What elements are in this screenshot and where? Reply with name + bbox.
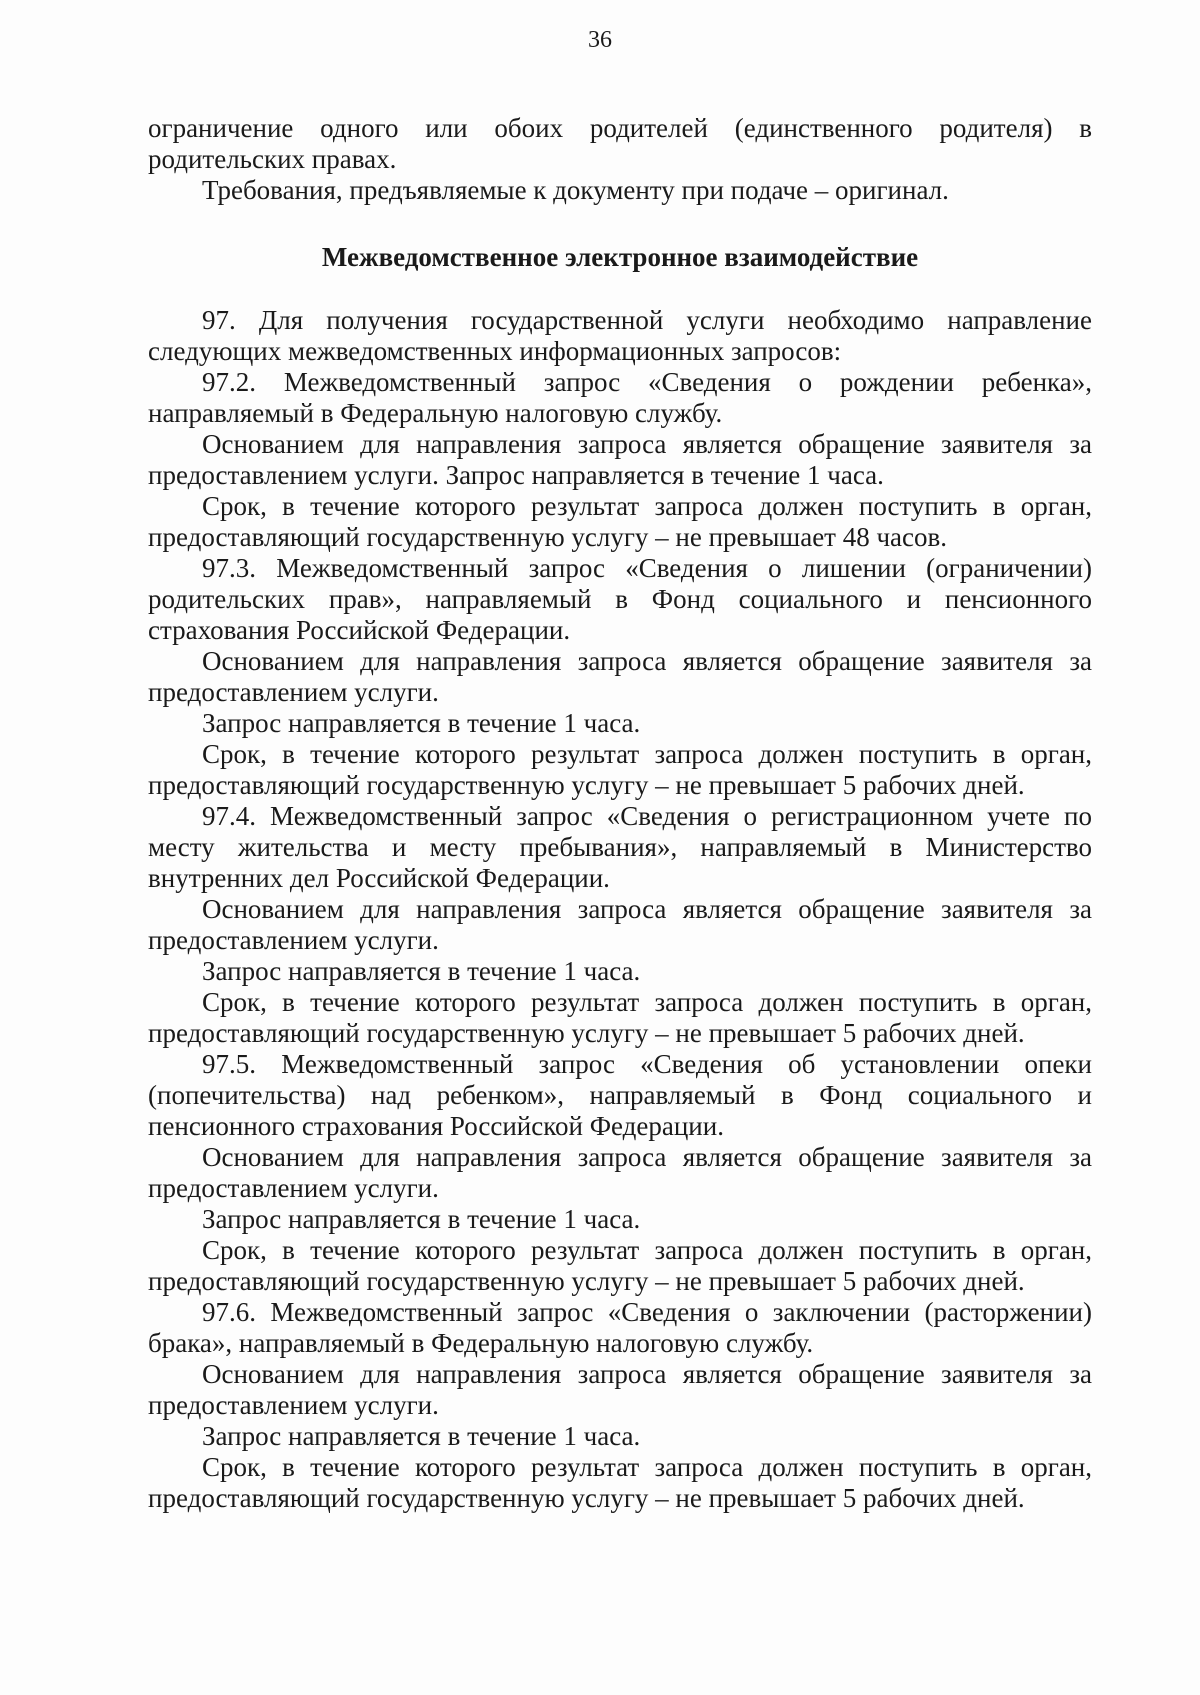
paragraph-97-2-basis: Основанием для направления запроса является обращение заявителя за предоставлением услуги. Запрос направляется в течение 1 часа. bbox=[148, 429, 1092, 490]
paragraph-97-4-basis: Основанием для направления запроса является обращение заявителя за предоставлением услуги. bbox=[148, 894, 1092, 955]
paragraph-97-2: 97.2. Межведомственный запрос «Сведения о рождении ребенка», направляемый в Федеральную налоговую службу. bbox=[148, 367, 1092, 428]
intro-continuation-paragraph: ограничение одного или обоих родителей (единственного родителя) в родительских правах. bbox=[148, 113, 1092, 174]
paragraph-97-5-deadline: Срок, в течение которого результат запроса должен поступить в орган, предоставляющий государственную услугу – не превышает 5 рабочих дней. bbox=[148, 1235, 1092, 1296]
paragraph-97-3-basis: Основанием для направления запроса является обращение заявителя за предоставлением услуги. bbox=[148, 646, 1092, 707]
paragraph-97-2-deadline: Срок, в течение которого результат запроса должен поступить в орган, предоставляющий государственную услугу – не превышает 48 часов. bbox=[148, 491, 1092, 552]
paragraph-97-3-deadline: Срок, в течение которого результат запроса должен поступить в орган, предоставляющий государственную услугу – не превышает 5 рабочих дней. bbox=[148, 739, 1092, 800]
section-heading: Межведомственное электронное взаимодействие bbox=[321, 242, 919, 272]
paragraph-97-5: 97.5. Межведомственный запрос «Сведения об установлении опеки (попечительства) над ребенком», направляемый в Фонд социального и пенсионного страхования Российской Федерации. bbox=[148, 1049, 1092, 1141]
paragraph-97-3: 97.3. Межведомственный запрос «Сведения о лишении (ограничении) родительских прав», направляемый в Фонд социального и пенсионного страхования Российской Федерации. bbox=[148, 553, 1092, 645]
page-number: 36 bbox=[588, 27, 612, 53]
paragraph-97-6: 97.6. Межведомственный запрос «Сведения о заключении (расторжении) брака», направляемый в Федеральную налоговую службу. bbox=[148, 1297, 1092, 1358]
paragraph-97-4-deadline: Срок, в течение которого результат запроса должен поступить в орган, предоставляющий государственную услугу – не превышает 5 рабочих дней. bbox=[148, 987, 1092, 1048]
paragraph-97-4-timing: Запрос направляется в течение 1 часа. bbox=[202, 956, 641, 986]
paragraph-97-5-timing: Запрос направляется в течение 1 часа. bbox=[202, 1204, 641, 1234]
paragraph-97-4: 97.4. Межведомственный запрос «Сведения о регистрационном учете по месту жительства и месту пребывания», направляемый в Министерство внутренних дел Российской Федерации. bbox=[148, 801, 1092, 893]
document-requirements-paragraph: Требования, предъявляемые к документу при подаче – оригинал. bbox=[202, 175, 949, 205]
paragraph-97-5-basis: Основанием для направления запроса является обращение заявителя за предоставлением услуги. bbox=[148, 1142, 1092, 1203]
paragraph-97-6-basis: Основанием для направления запроса является обращение заявителя за предоставлением услуги. bbox=[148, 1359, 1092, 1420]
paragraph-97-3-timing: Запрос направляется в течение 1 часа. bbox=[202, 708, 641, 738]
paragraph-97: 97. Для получения государственной услуги необходимо направление следующих межведомственных информационных запросов: bbox=[148, 305, 1092, 366]
paragraph-97-6-deadline: Срок, в течение которого результат запроса должен поступить в орган, предоставляющий государственную услугу – не превышает 5 рабочих дней. bbox=[148, 1452, 1092, 1513]
paragraph-97-6-timing: Запрос направляется в течение 1 часа. bbox=[202, 1421, 641, 1451]
document-body bbox=[148, 113, 1092, 1514]
